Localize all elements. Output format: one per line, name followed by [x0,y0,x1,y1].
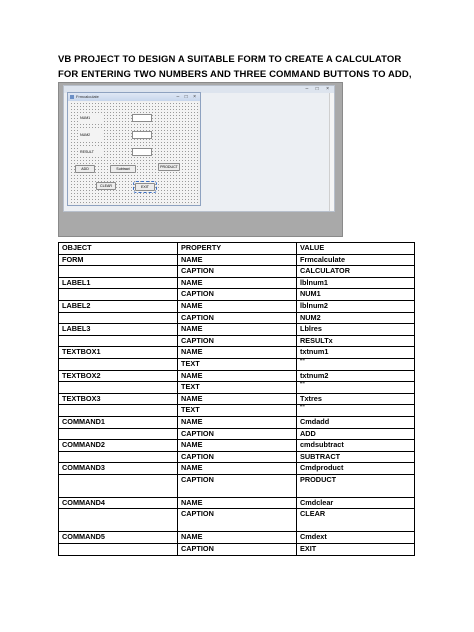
table-row [59,440,415,452]
table-cell: cmdsubtract [297,440,415,452]
label-num2: NUM2 [78,130,102,140]
table-cell: "" [297,358,415,370]
table-row [59,474,415,497]
table-cell: Cmdext [297,532,415,544]
form-design-grid [70,102,198,203]
header-cell: OBJECT [59,243,178,255]
table-row [59,416,415,428]
ide-scrollbar[interactable] [329,93,334,211]
table-cell: CLEAR [297,509,415,532]
table-cell: NAME [178,532,297,544]
table-cell: lblnum1 [297,277,415,289]
table-cell: NAME [178,440,297,452]
clear-button[interactable]: CLEAR [96,182,116,190]
table-cell: CAPTION [178,289,297,301]
table-cell: NAME [178,416,297,428]
calculator-form-design [67,92,201,206]
ide-window [63,85,335,212]
form-window-controls: – □ × [176,94,198,100]
subtract-button[interactable]: Subtract [110,165,136,173]
table-cell: Frmcalculate [297,254,415,266]
table-row [59,324,415,336]
table-cell: LABEL2 [59,300,178,312]
table-cell: TEXTBOX3 [59,393,178,405]
table-cell: COMMAND2 [59,440,178,452]
table-row [59,463,415,475]
table-row [59,347,415,359]
table-row [59,358,415,370]
table-row [59,509,415,532]
form-title: Frmcalculate [76,94,99,99]
table-cell: Lblres [297,324,415,336]
table-cell: TEXT [178,382,297,394]
table-row [59,428,415,440]
table-cell: txtnum2 [297,370,415,382]
table-cell: CAPTION [178,451,297,463]
table-cell: "" [297,405,415,417]
table-row [59,532,415,544]
table-cell: CAPTION [178,428,297,440]
ide-screenshot [58,82,343,237]
add-button[interactable]: ADD [75,165,95,173]
table-cell: NUM2 [297,312,415,324]
label-result: RESULT [78,147,102,157]
table-row [59,289,415,301]
table-cell: CAPTION [178,474,297,497]
table-cell: COMMAND4 [59,497,178,509]
document-heading: VB PROJECT TO DESIGN A SUITABLE FORM TO CREATE A CALCULATOR FOR ENTERING TWO NUMBERS AND THREE COMMAND BUTTONS TO ADD, [58,54,412,80]
header-cell: VALUE [297,243,415,255]
table-cell: NAME [178,277,297,289]
table-row [59,370,415,382]
table-row [59,300,415,312]
table-cell: txtnum1 [297,347,415,359]
table-cell: NAME [178,324,297,336]
properties-table [58,242,415,556]
table-cell: NAME [178,254,297,266]
table-row [59,451,415,463]
table-row [59,405,415,417]
table-row [59,544,415,556]
table-cell: EXIT [297,544,415,556]
table-row [59,266,415,278]
table-row [59,254,415,266]
exit-button[interactable]: EXIT [135,183,155,191]
table-cell [59,451,178,463]
label-num1: NUM1 [78,113,102,123]
textbox-result[interactable] [132,148,152,156]
header-cell: PROPERTY [178,243,297,255]
table-cell [59,474,178,497]
textbox-num1[interactable] [132,114,152,122]
table-cell [59,312,178,324]
table-cell: COMMAND3 [59,463,178,475]
table-cell: NAME [178,393,297,405]
ide-window-controls: – □ × [305,86,332,92]
table-cell: PRODUCT [297,474,415,497]
table-cell: TEXTBOX1 [59,347,178,359]
table-header-row [59,243,415,255]
table-row [59,393,415,405]
table-cell [59,335,178,347]
table-cell [59,544,178,556]
table-cell: LABEL1 [59,277,178,289]
table-cell: TEXT [178,405,297,417]
table-cell [59,266,178,278]
table-cell: LABEL3 [59,324,178,336]
table-cell: lblnum2 [297,300,415,312]
table-cell: RESULTx [297,335,415,347]
table-cell: CAPTION [178,335,297,347]
table-cell [59,382,178,394]
table-cell: SUBTRACT [297,451,415,463]
table-cell [59,428,178,440]
table-cell: Cmdclear [297,497,415,509]
table-cell: Cmdadd [297,416,415,428]
table-cell: CALCULATOR [297,266,415,278]
table-cell [59,358,178,370]
table-row [59,312,415,324]
table-cell: COMMAND1 [59,416,178,428]
table-row [59,382,415,394]
table-cell: NAME [178,497,297,509]
table-cell: TEXT [178,358,297,370]
table-cell: CAPTION [178,544,297,556]
table-cell: Cmdproduct [297,463,415,475]
textbox-num2[interactable] [132,131,152,139]
table-cell: NAME [178,300,297,312]
table-cell: CAPTION [178,266,297,278]
table-cell [59,509,178,532]
table-cell: COMMAND5 [59,532,178,544]
table-cell [59,289,178,301]
form-icon [70,95,74,99]
table-cell: Txtres [297,393,415,405]
table-cell: NAME [178,463,297,475]
table-cell: CAPTION [178,312,297,324]
table-cell: TEXTBOX2 [59,370,178,382]
table-cell [59,405,178,417]
product-button[interactable]: PRODUCT [158,163,180,171]
table-cell: NAME [178,347,297,359]
table-row [59,277,415,289]
table-row [59,335,415,347]
table-row [59,497,415,509]
table-cell: NAME [178,370,297,382]
table-cell: ADD [297,428,415,440]
table-cell: FORM [59,254,178,266]
table-cell: CAPTION [178,509,297,532]
form-title-bar [68,93,200,101]
table-cell: "" [297,382,415,394]
table-cell: NUM1 [297,289,415,301]
